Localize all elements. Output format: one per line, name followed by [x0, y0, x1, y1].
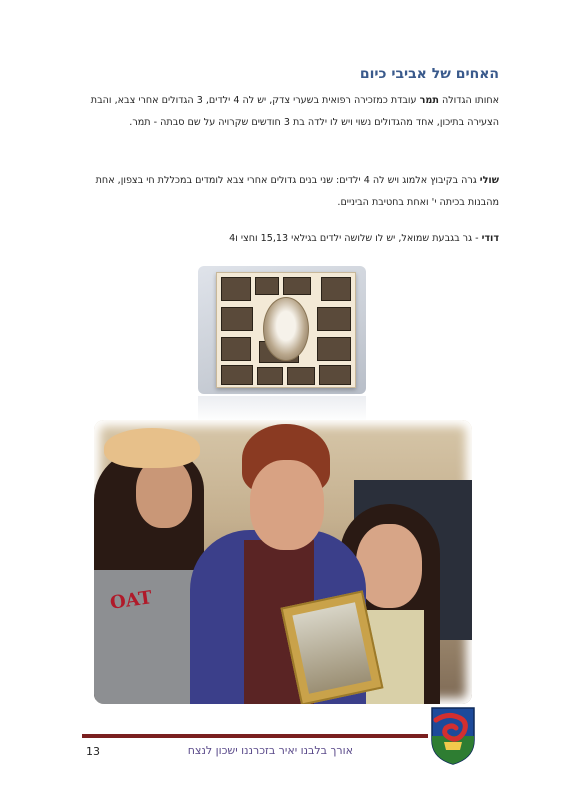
name-dudi: דודי: [481, 233, 499, 244]
collage-photo: [221, 337, 251, 361]
paragraph-text: אחותו הגדולה: [438, 95, 499, 106]
collage-reflection: [198, 396, 366, 422]
beret: [104, 428, 200, 468]
collage-background: [198, 266, 366, 394]
collage-photo: [255, 277, 279, 295]
collage-board-photo: [198, 266, 366, 394]
collage-photo: [317, 337, 351, 361]
collage-photo: [319, 365, 351, 385]
paragraph-tamar: [70, 90, 499, 134]
page-title: האחים של אביבי כיום: [359, 66, 499, 82]
collage-photo: [221, 307, 253, 331]
framed-photo: [292, 602, 371, 694]
collage-photo: [257, 367, 283, 385]
paragraph-text: - גר בגבעת שמואל, יש לו שלושה ילדים בגילאי 15,13 וחצי ו4: [229, 233, 482, 244]
paragraph-dudi: [70, 228, 499, 250]
paragraph-text: גרה בקיבוץ אלמוג ויש לה 4 ילדים: שני בנים גדולים אחרי צבא לומדים במכללת חי בצפון, אחת מהבנות בכיתה י' ואחת בחטיבת הביניים.: [95, 175, 499, 208]
unit-emblem-icon: [430, 706, 476, 766]
collage-board: [216, 272, 356, 388]
girl-left-face: [136, 458, 192, 528]
footer-divider: [82, 734, 428, 738]
collage-photo: [287, 367, 315, 385]
paragraph-shuli: [70, 170, 499, 214]
collage-photo: [321, 277, 351, 301]
footer-text: אורך בלבנו יאיר בזכרננו ישכון לנצח: [187, 744, 353, 757]
family-photo: [94, 420, 472, 704]
paragraph-text: עובדת כמזכירה רפואית בשערי צדק, יש לה 4 ילדים, 3 הגדולים אחרי צבא, והבת הצעירה בתיכון, אחד מהגדולים נשוי ויש לו ילדה בת 3 חודשים שקרויה על שם סבתה - תמר.: [90, 95, 499, 128]
page-number: 13: [86, 745, 100, 758]
shirt-lettering: OAT: [108, 587, 154, 614]
collage-photo: [317, 307, 351, 331]
name-tamar: תמר: [419, 95, 439, 106]
woman-face: [250, 460, 324, 550]
collage-photo: [221, 277, 251, 301]
collage-photo: [221, 365, 253, 385]
collage-photo: [283, 277, 311, 295]
wedding-oval-photo: [263, 297, 309, 361]
name-shuli: שולי: [479, 175, 499, 186]
